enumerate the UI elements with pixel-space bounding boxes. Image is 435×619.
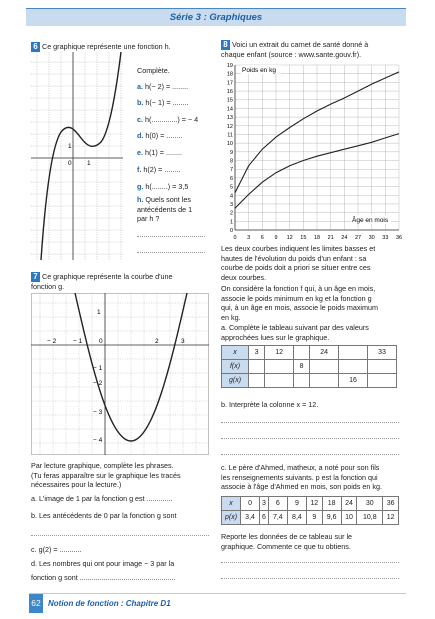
ex8-y-tick-label: 3: [229, 201, 233, 208]
ex8-table2-row-x: [222, 497, 399, 511]
ex8-y-tick-label: 15: [226, 97, 233, 104]
ex6-item-b[interactable]: [137, 98, 189, 108]
ex8-t1-cell[interactable]: [310, 360, 339, 374]
ex7-instr-line1: Par lecture graphique, complète les phrases.: [31, 461, 174, 470]
ex7-number: 7: [31, 272, 40, 282]
ex8-t1-head-x: x: [222, 346, 249, 360]
ex8-answer-line-b1[interactable]: [221, 422, 399, 423]
ex7-label-ym1: − 1: [93, 365, 103, 372]
ex6-item-d-letter: d.: [137, 131, 144, 140]
ex8-p1: Les deux courbes indiquent les limites basses et: [221, 244, 376, 253]
ex8-y-tick-label: 1: [229, 219, 233, 226]
ex7-label-ym3: − 3: [93, 409, 103, 416]
ex6-item-f[interactable]: [137, 165, 180, 175]
ex8-y-tick-label: 18: [226, 71, 233, 78]
ex6-intro-text: Ce graphique représente une fonction h.: [42, 42, 171, 51]
ex8-t1-cell[interactable]: 3: [249, 346, 265, 360]
ex8-y-tick-label: 5: [229, 184, 233, 191]
footer-chapter: Notion de fonction : Chapitre D1: [48, 599, 171, 608]
ex6-item-d[interactable]: [137, 131, 182, 141]
page-number: 62: [29, 594, 43, 613]
ex8-t1-cell[interactable]: [249, 374, 265, 388]
ex7-label-x0: 0: [99, 338, 103, 345]
ex6-item-e-text: h(1) = ........: [145, 148, 182, 157]
ex6-answer-line-1[interactable]: [137, 236, 205, 237]
ex6-answer-line-2[interactable]: [137, 252, 205, 253]
ex8-t1-cell[interactable]: 24: [310, 346, 339, 360]
ex8-t1-head-f: f(x): [222, 360, 249, 374]
ex8-answer-line-c1[interactable]: [221, 562, 399, 563]
ex8-p6: associe le poids minimum en kg et la fonction g: [221, 293, 372, 303]
ex8-t1-cell[interactable]: [339, 360, 368, 374]
ex7-label-ym2: − 2: [93, 380, 103, 387]
ex6-item-a-letter: a.: [137, 82, 143, 91]
ex7-question-c[interactable]: c. g(2) = ...........: [31, 545, 82, 554]
ex8-t1-cell[interactable]: [368, 374, 397, 388]
ex8-t1-cell[interactable]: [249, 360, 265, 374]
ex8-table1-row-g: [222, 374, 397, 388]
ex8-t2-head-x: x: [222, 497, 241, 511]
ex8-qa-line1: a. Complète le tableau suivant par des valeurs: [221, 323, 369, 332]
ex8-x-tick-label: 27: [354, 235, 362, 241]
ex6-item-e[interactable]: [137, 148, 182, 158]
ex8-qc-line1: c. Le père d'Ahmed, matheux, a noté pour son fils: [221, 463, 380, 472]
ex6-item-b-text: h(− 1) = ........: [145, 98, 189, 107]
ex8-x-tick-label: 21: [327, 235, 334, 241]
ex7-instr-line2: (Tu feras apparaître sur le graphique les tracés: [31, 470, 181, 480]
ex8-x-tick-label: 12: [286, 235, 293, 241]
ex8-y-ticks: [227, 63, 233, 234]
ex8-qc-line4: Reporte les données de ce tableau sur le: [221, 532, 353, 541]
ex6-intro: [31, 42, 171, 52]
ex8-number: 8: [221, 40, 230, 50]
ex8-p2: hautes de l'évolution du poids d'un enfant : sa: [221, 253, 367, 263]
ex8-answer-line-c2[interactable]: [221, 578, 399, 579]
ex8-y-tick-label: 7: [229, 167, 233, 174]
ex8-t2-cell: 9: [306, 511, 322, 525]
ex8-t1-cell[interactable]: 8: [294, 360, 310, 374]
ex8-t2-cell: 24: [341, 497, 357, 511]
ex8-t2-cell: 12: [383, 511, 399, 525]
ex6-label-y1: 1: [68, 143, 72, 150]
ex8-y-tick-label: 2: [229, 210, 233, 217]
ex8-y-tick-label: 12: [226, 123, 233, 130]
ex8-y-tick-label: 0: [229, 228, 233, 234]
ex6-item-h-line3: par h ?: [137, 214, 160, 223]
ex8-t1-cell[interactable]: [265, 374, 294, 388]
ex7-instr-line3: nécessaires pour la lecture.): [31, 480, 122, 489]
ex6-item-c-letter: c.: [137, 115, 143, 124]
ex7-label-x2: 2: [155, 338, 159, 345]
ex8-x-tick-label: 36: [395, 235, 403, 241]
ex8-p7: qui, à un âge en mois, associe le poids maximum: [221, 303, 379, 312]
ex6-item-c-text: h(.............) = − 4: [145, 115, 199, 124]
ex7-label-y1: 1: [97, 309, 101, 316]
ex6-item-f-text: h(2) = ........: [143, 165, 181, 174]
ex7-question-d-cont[interactable]: fonction g sont ................................................: [31, 573, 176, 582]
ex8-t2-cell: 30: [357, 497, 383, 511]
ex8-p4: deux courbes.: [221, 272, 267, 282]
ex7-intro: [31, 272, 209, 292]
ex8-xlabel: Âge en mois: [352, 217, 389, 224]
ex8-table-2: [221, 496, 399, 525]
ex7-question-a[interactable]: a. L'image de 1 par la fonction g est .............: [31, 494, 173, 503]
ex6-complete: Complète.: [137, 66, 170, 75]
ex8-ylabel: Poids en kg: [242, 67, 276, 74]
ex7-label-x3: 3: [181, 338, 185, 345]
ex8-paragraph-1: [221, 244, 403, 282]
ex8-y-tick-label: 11: [227, 132, 233, 139]
ex8-t2-cell: 12: [306, 497, 322, 511]
ex8-x-tick-label: 0: [233, 235, 237, 241]
ex8-question-c: [221, 463, 403, 492]
ex8-t2-cell: 18: [322, 497, 341, 511]
ex8-t2-cell: 7,4: [268, 511, 287, 525]
ex8-p8: en kg.: [221, 312, 241, 322]
ex8-x-tick-label: 24: [341, 235, 348, 241]
ex8-y-tick-label: 17: [226, 80, 233, 87]
ex8-question-b: b. Interprète la colonne x = 12.: [221, 400, 319, 409]
ex6-number: 6: [31, 42, 40, 52]
ex6-item-a-text: h(− 2) = ........: [145, 82, 189, 91]
ex8-y-tick-label: 19: [226, 63, 233, 69]
ex6-item-a[interactable]: [137, 82, 188, 92]
ex6-item-h-line2: antécédents de 1: [137, 204, 193, 214]
ex8-answer-line-b2[interactable]: [221, 438, 399, 439]
ex6-graph: [31, 52, 123, 260]
ex8-intro: [221, 40, 403, 60]
ex7-question-b[interactable]: b. Les antécédents de 0 par la fonction g sont: [31, 511, 177, 520]
ex8-t2-cell: 10: [341, 511, 357, 525]
ex8-y-tick-label: 16: [226, 89, 233, 96]
ex8-p3: courbe de poids doit a priori se situer entre ces: [221, 263, 371, 272]
ex8-y-tick-label: 6: [229, 175, 233, 182]
ex8-x-tick-label: 9: [274, 235, 278, 241]
ex6-item-g-letter: g.: [137, 182, 144, 191]
ex6-item-c[interactable]: [137, 115, 198, 125]
ex7-label-xm2: − 2: [47, 338, 57, 345]
ex8-t1-cell[interactable]: 16: [339, 374, 368, 388]
ex8-qc-line2: les renseignements suivants. p est la fonction qui: [221, 472, 378, 482]
ex8-qa-line2: approchées lues sur le graphique.: [221, 332, 330, 342]
ex6-item-g-text: h(........) = 3,5: [145, 182, 189, 191]
ex8-t2-cell: 3: [260, 497, 269, 511]
ex6-item-e-letter: e.: [137, 148, 143, 157]
ex6-item-h-line1: Quels sont les: [145, 195, 191, 204]
ex8-x-tick-label: 18: [313, 235, 321, 241]
ex8-question-c-cont: [221, 532, 403, 551]
ex8-t1-cell[interactable]: [310, 374, 339, 388]
ex8-chart: [221, 62, 403, 242]
ex8-t2-cell: 9: [287, 497, 306, 511]
ex8-t2-cell: 8,4: [287, 511, 306, 525]
ex7-intro-line1: Ce graphique représente la courbe d'une: [42, 272, 173, 281]
ex8-x-tick-label: 6: [260, 235, 264, 241]
ex8-t2-cell: 6: [260, 511, 269, 525]
ex7-label-ym4: − 4: [93, 437, 103, 444]
ex6-label-x0: 0: [68, 160, 72, 167]
ex8-y-tick-label: 9: [229, 149, 233, 156]
ex8-y-tick-label: 4: [229, 193, 233, 200]
ex6-item-h: [137, 195, 209, 224]
page-header: Série 3 : Graphiques: [26, 8, 406, 26]
ex8-qc-line3: associe à l'âge d'Ahmed en mois, son poids en kg.: [221, 482, 382, 491]
ex8-y-tick-label: 14: [226, 106, 233, 113]
ex6-item-g[interactable]: [137, 182, 188, 192]
ex8-t1-cell[interactable]: [265, 360, 294, 374]
ex6-item-d-text: h(0) = ........: [145, 131, 183, 140]
ex8-t2-cell: 10,8: [357, 511, 383, 525]
ex6-item-h-letter: h.: [137, 195, 144, 204]
ex6-grid: [31, 52, 123, 260]
ex8-t1-head-g: g(x): [222, 374, 249, 388]
ex8-table-1: [221, 345, 397, 388]
ex8-t2-head-p: p(x): [222, 511, 241, 525]
ex7-question-d[interactable]: d. Les nombres qui ont pour image − 3 par la: [31, 559, 175, 568]
ex8-t1-cell[interactable]: [294, 346, 310, 360]
ex8-t2-cell: 36: [383, 497, 399, 511]
ex8-t1-cell[interactable]: [368, 360, 397, 374]
ex8-intro-line2: chaque enfant (source : www.sante.gouv.fr).: [221, 50, 362, 59]
ex8-y-tick-label: 13: [226, 115, 233, 122]
ex8-x-tick-label: 33: [382, 235, 389, 241]
ex8-table1-row-f: [222, 360, 397, 374]
ex8-question-a: [221, 323, 403, 342]
ex8-table2-row-p: [222, 511, 399, 525]
ex8-t2-cell: 9,6: [322, 511, 341, 525]
ex8-paragraph-2: [221, 284, 403, 322]
ex6-label-x1: 1: [87, 160, 91, 167]
ex8-t1-cell[interactable]: [294, 374, 310, 388]
ex7-label-xm1: − 1: [73, 338, 83, 345]
ex7-intro-line2: fonction g.: [31, 282, 65, 291]
ex8-t1-cell[interactable]: 12: [265, 346, 294, 360]
ex6-item-b-letter: b.: [137, 98, 144, 107]
ex7-instructions: [31, 461, 211, 490]
ex8-x-tick-label: 3: [247, 235, 251, 241]
ex8-table1-row-x: [222, 346, 397, 360]
ex8-p5: On considère la fonction f qui, à un âge en mois,: [221, 284, 376, 293]
ex7-graph: [31, 293, 209, 455]
ex8-t2-cell: 0: [241, 497, 260, 511]
ex6-item-f-letter: f.: [137, 165, 142, 174]
ex8-answer-line-b3[interactable]: [221, 454, 399, 455]
ex8-t1-cell[interactable]: [339, 346, 368, 360]
ex8-t2-cell: 3,4: [241, 511, 260, 525]
ex8-x-ticks: [233, 235, 402, 241]
ex8-t1-cell[interactable]: 33: [368, 346, 397, 360]
ex8-intro-line1: Voici un extrait du carnet de santé donné à: [232, 40, 369, 49]
ex8-t2-cell: 6: [268, 497, 287, 511]
ex8-x-tick-label: 15: [300, 235, 307, 241]
ex8-y-tick-label: 10: [226, 141, 233, 148]
ex8-y-tick-label: 8: [229, 158, 233, 165]
ex8-x-tick-label: 30: [368, 235, 375, 241]
ex8-grid: [235, 65, 399, 230]
ex8-qc-line5: graphique. Commente ce que tu obtiens.: [221, 541, 351, 551]
ex7-answer-line-b[interactable]: [31, 535, 209, 536]
